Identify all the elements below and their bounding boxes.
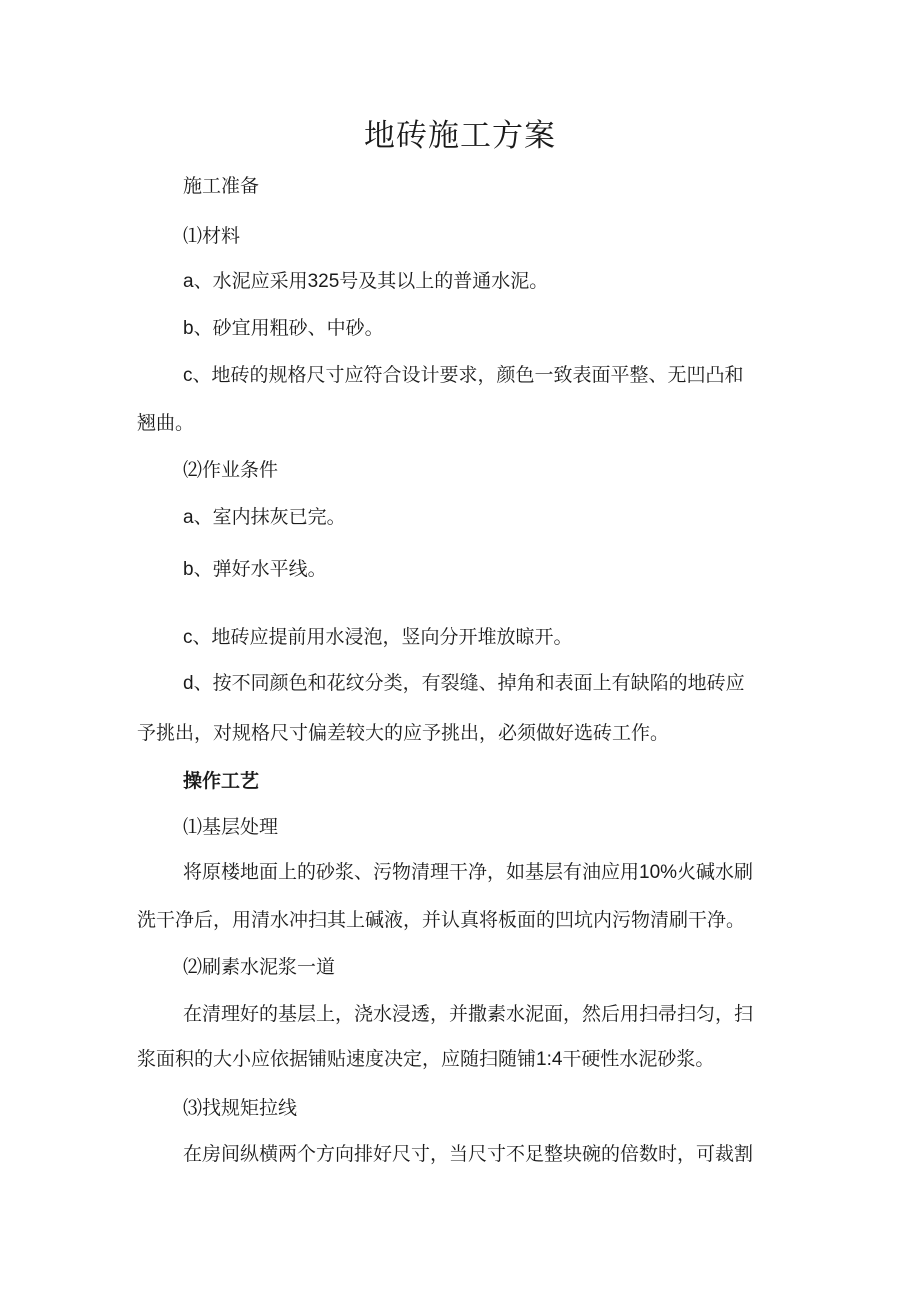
subheading-materials: ⑴材料: [183, 225, 241, 247]
paragraph-line: d、按不同颜色和花纹分类，有裂缝、掉角和表面上有缺陷的地砖应: [183, 673, 745, 694]
subheading-base-treatment: ⑴基层处理: [183, 816, 279, 838]
subheading-layout-lines: ⑶找规矩拉线: [183, 1097, 298, 1119]
paragraph-line: c、地砖的规格尺寸应符合设计要求，颜色一致表面平整、无凹凸和: [183, 365, 744, 386]
paragraph-line: 将原楼地面上的砂浆、污物清理干净，如基层有油应用10%火碱水刷: [183, 862, 754, 883]
paragraph-line: 翘曲。: [137, 412, 195, 434]
paragraph-line: 予挑出，对规格尺寸偏差较大的应予挑出，必须做好选砖工作。: [137, 722, 670, 744]
section-heading-preparation: 施工准备: [183, 175, 260, 197]
paragraph-line: 浆面积的大小应依据铺贴速度决定，应随扫随铺1:4干硬性水泥砂浆。: [137, 1049, 715, 1070]
document-title: 地砖施工方案: [364, 118, 556, 154]
paragraph-line: 在房间纵横两个方向排好尺寸，当尺寸不足整块碗的倍数时，可裁割: [183, 1143, 754, 1165]
section-heading-process: 操作工艺: [183, 770, 260, 792]
paragraph-line: a、水泥应采用325号及其以上的普通水泥。: [183, 271, 549, 292]
paragraph-line: c、地砖应提前用水浸泡，竖向分开堆放晾开。: [183, 627, 573, 648]
paragraph-line: b、砂宜用粗砂、中砂。: [183, 318, 384, 339]
subheading-working-conditions: ⑵作业条件: [183, 459, 279, 481]
paragraph-line: 洗干净后，用清水冲扫其上碱液，并认真将板面的凹坑内污物清刷干净。: [137, 909, 746, 931]
paragraph-line: a、室内抹灰已完。: [183, 507, 346, 528]
paragraph-line: 在清理好的基层上，浇水浸透，并撒素水泥面，然后用扫帚扫匀，扫: [183, 1003, 754, 1025]
subheading-cement-slurry: ⑵刷素水泥浆一道: [183, 956, 336, 978]
paragraph-line: b、弹好水平线。: [183, 559, 327, 580]
